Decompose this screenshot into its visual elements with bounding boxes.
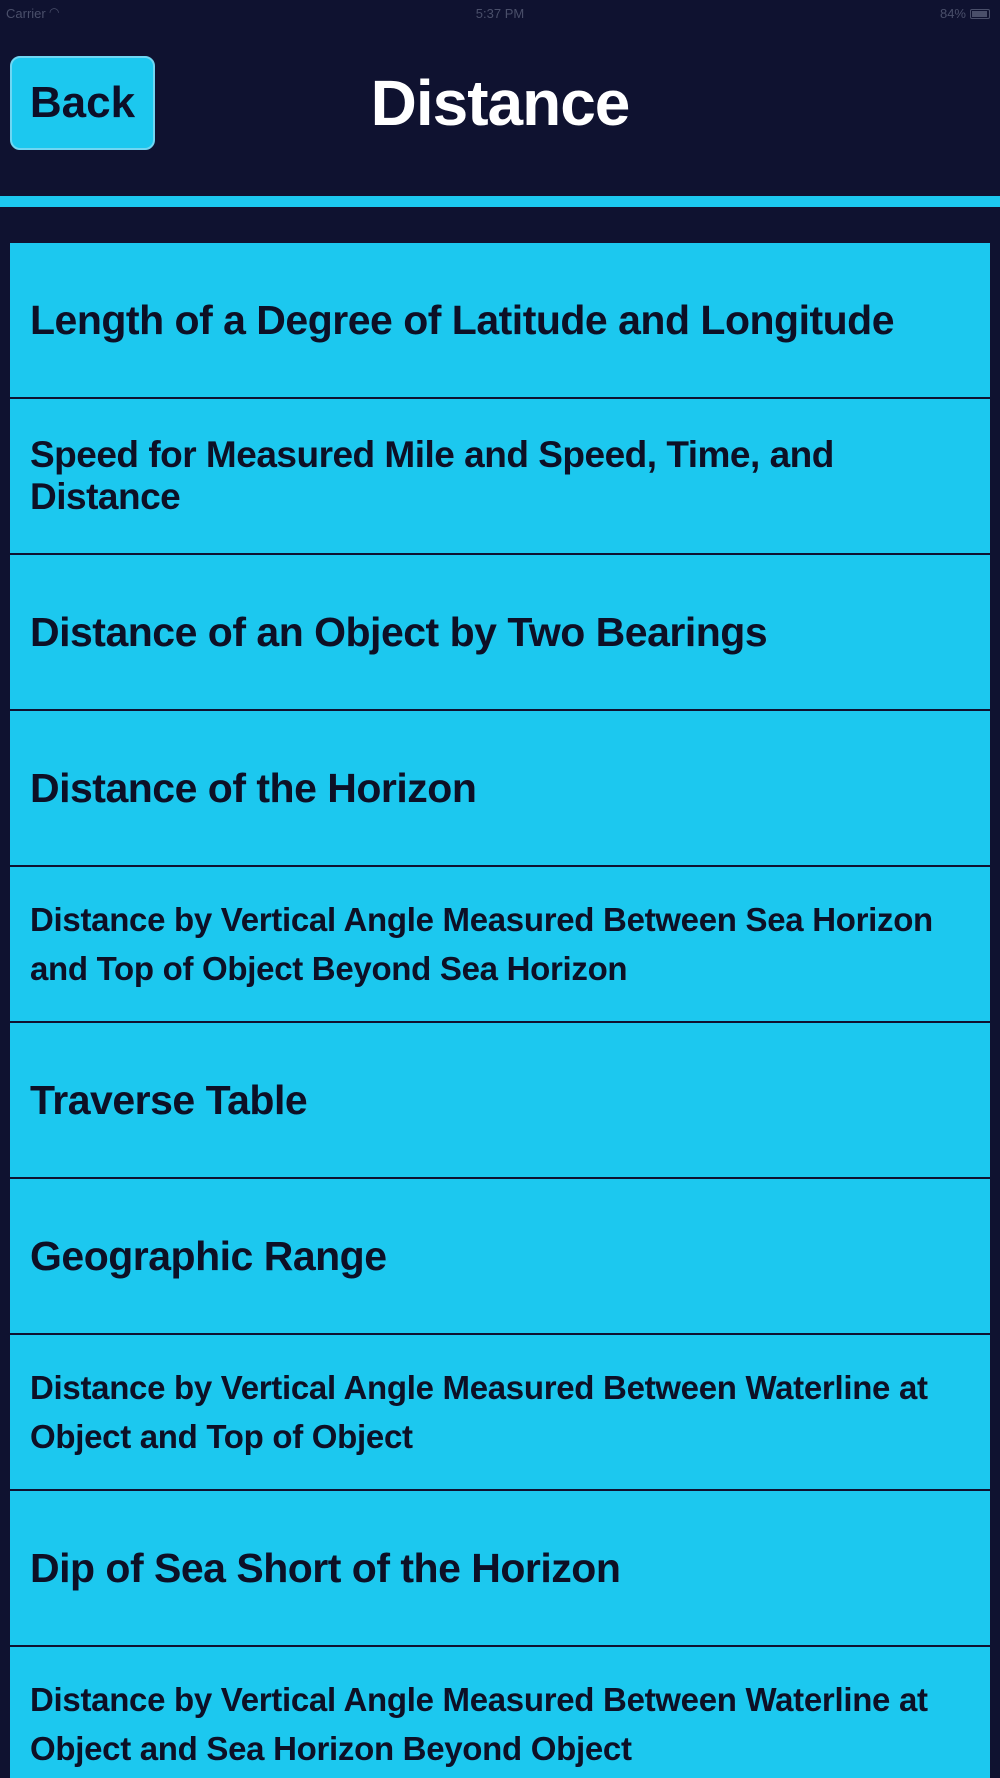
list-item-geographic-range[interactable] [10,1179,990,1335]
status-bar [0,0,1000,28]
list-item-length-of-degree[interactable] [10,243,990,399]
back-button[interactable]: Back [10,56,155,150]
list-item-label: Length of a Degree of Latitude and Longitude [30,296,895,343]
battery-icon [970,9,990,19]
wifi-icon: ◠ [49,5,60,19]
list-item-distance-two-bearings[interactable] [10,555,990,711]
list-item-label: Dip of Sea Short of the Horizon [30,1544,621,1591]
list-item-vertical-angle-top-of-object[interactable] [10,1335,990,1491]
list-item-label: Traverse Table [30,1076,308,1123]
list-item-label: Distance by Vertical Angle Measured Between Waterline at Object and Top of Object [30,1368,928,1455]
list-item-label: Speed for Measured Mile and Speed, Time, and Distance [30,434,834,517]
nav-divider [0,196,1000,207]
status-time: 5:37 PM [475,6,525,21]
list-item-vertical-angle-sea-horizon-beyond[interactable] [10,1647,990,1778]
list-item-label: Distance of the Horizon [30,764,477,811]
list-item-label: Geographic Range [30,1232,387,1279]
list-item-vertical-angle-sea-horizon[interactable] [10,867,990,1023]
navigation-bar [0,28,1000,196]
list-item-label: Distance by Vertical Angle Measured Between Sea Horizon and Top of Object Beyond Sea Horizon [30,900,933,987]
list-item-speed-measured-mile[interactable] [10,399,990,555]
list-item-dip-of-sea[interactable] [10,1491,990,1647]
battery-indicator [940,6,990,21]
list-item-label: Distance of an Object by Two Bearings [30,608,768,655]
carrier-label: Carrier [6,6,46,21]
page-title: Distance [370,67,630,139]
list-item-traverse-table[interactable] [10,1023,990,1179]
list-item-label: Distance by Vertical Angle Measured Between Waterline at Object and Sea Horizon Beyond Object [30,1680,928,1767]
battery-percent: 84% [939,6,966,21]
topic-list[interactable] [10,243,990,1778]
list-item-distance-of-horizon[interactable] [10,711,990,867]
